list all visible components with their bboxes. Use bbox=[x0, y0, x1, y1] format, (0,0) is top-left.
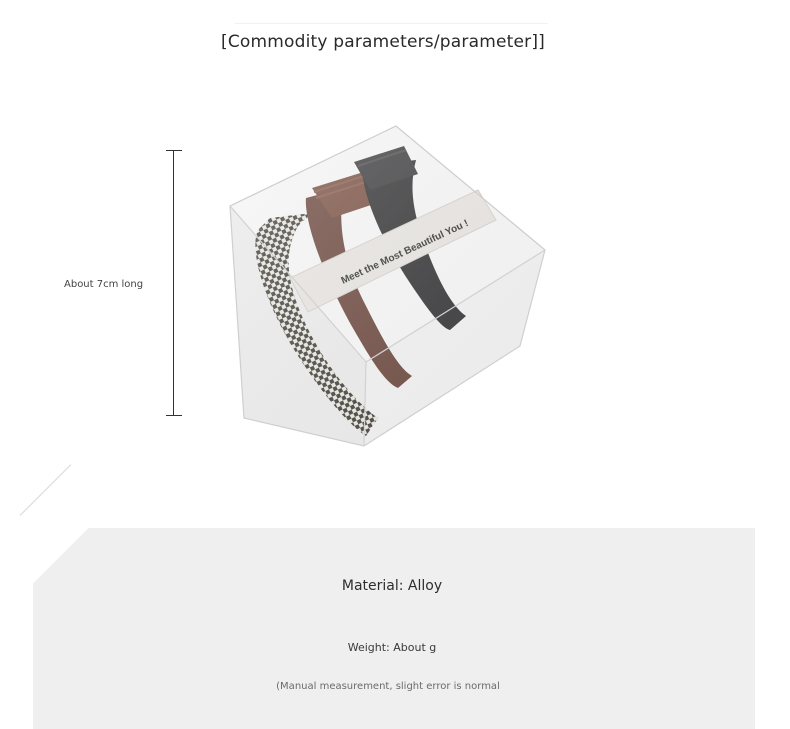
spec-panel bbox=[33, 528, 755, 729]
product-image bbox=[220, 118, 555, 453]
dimension-label: About 7cm long bbox=[64, 279, 144, 290]
page-title: [Commodity parameters/parameter]] bbox=[220, 32, 545, 52]
panel-corner bbox=[33, 528, 89, 584]
material-spec: Material: Alloy bbox=[341, 578, 443, 594]
dimension-marker bbox=[166, 150, 182, 416]
decorative-diagonal bbox=[20, 464, 72, 516]
dimension-cap-top bbox=[166, 150, 182, 151]
box-glass-outline bbox=[230, 126, 545, 446]
dimension-line bbox=[173, 150, 174, 416]
weight-spec: Weight: About g bbox=[347, 641, 437, 654]
top-divider bbox=[235, 23, 548, 24]
measurement-note: (Manual measurement, slight error is normal bbox=[276, 681, 500, 692]
dimension-cap-bottom bbox=[166, 415, 182, 416]
